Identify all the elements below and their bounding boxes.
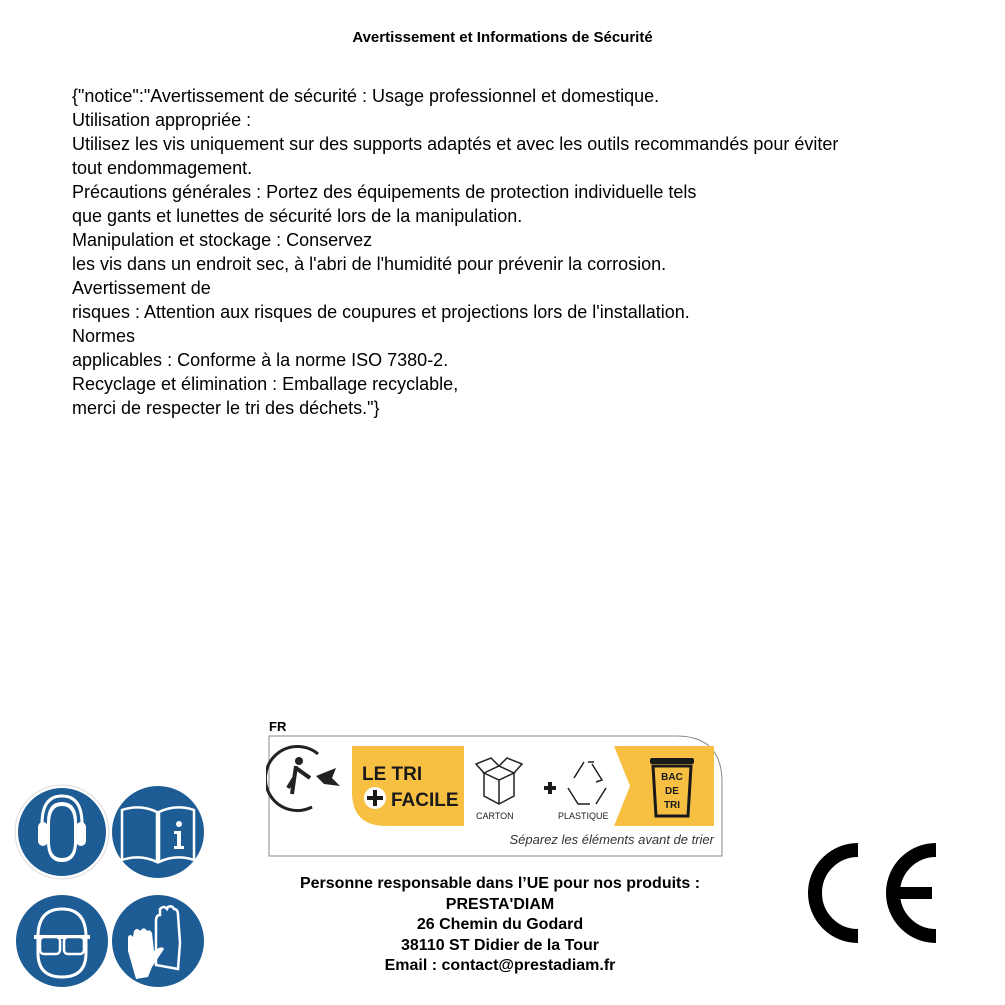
triman-item-carton: CARTON	[476, 811, 514, 821]
triman-recycling-label	[266, 716, 728, 858]
responsible-email: Email : contact@prestadiam.fr	[384, 957, 616, 974]
notice-line: Manipulation et stockage : Conservez	[72, 230, 373, 250]
bin-text: BAC	[661, 772, 683, 783]
notice-line: Utilisez les vis uniquement sur des supports adaptés et avec les outils recommandés pour éviter	[72, 134, 839, 154]
notice-line: que gants et lunettes de sécurité lors de la manipulation.	[72, 206, 523, 226]
responsible-street: 26 Chemin du Godard	[416, 916, 584, 933]
bin-text: DE	[665, 786, 679, 797]
notice-line: Avertissement de	[72, 278, 211, 298]
responsible-city: 38110 ST Didier de la Tour	[401, 936, 599, 954]
notice-line: Utilisation appropriée :	[72, 110, 252, 130]
safety-notice	[72, 84, 952, 420]
eu-responsible-person	[250, 874, 750, 977]
bin-text: TRI	[663, 800, 681, 811]
triman-instruction: Séparez les éléments avant de trier	[509, 832, 714, 847]
responsible-company: PRESTA'DIAM	[445, 895, 555, 913]
ce-mark-logo	[798, 842, 940, 944]
ear-protection-icon	[14, 784, 110, 880]
notice-line: Recyclage et élimination : Emballage recyclable,	[72, 374, 459, 394]
triman-line2: FACILE	[391, 790, 459, 811]
triman-item-plastique: PLASTIQUE	[558, 811, 609, 821]
page-title: Avertissement et Informations de Sécurité	[352, 29, 653, 46]
notice-line: risques : Attention aux risques de coupures et projections lors de l'installation.	[72, 302, 690, 322]
notice-line: merci de respecter le tri des déchets."}	[72, 398, 380, 418]
read-manual-icon	[110, 784, 206, 880]
notice-line: {"notice":"Avertissement de sécurité : Usage professionnel et domestique.	[72, 86, 660, 106]
responsible-heading: Personne responsable dans l’UE pour nos produits :	[299, 875, 701, 892]
notice-line: les vis dans un endroit sec, à l'abri de l'humidité pour prévenir la corrosion.	[72, 254, 667, 274]
notice-line: applicables : Conforme à la norme ISO 7380-2.	[72, 350, 449, 370]
eye-protection-icon	[14, 893, 110, 989]
notice-line: Normes	[72, 326, 136, 346]
triman-line1: LE TRI	[362, 764, 423, 785]
triman-country: FR	[269, 719, 287, 734]
gloves-icon	[110, 893, 206, 989]
notice-line: Précautions générales : Portez des équipements de protection individuelle tels	[72, 182, 697, 202]
notice-line: tout endommagement.	[72, 158, 253, 178]
